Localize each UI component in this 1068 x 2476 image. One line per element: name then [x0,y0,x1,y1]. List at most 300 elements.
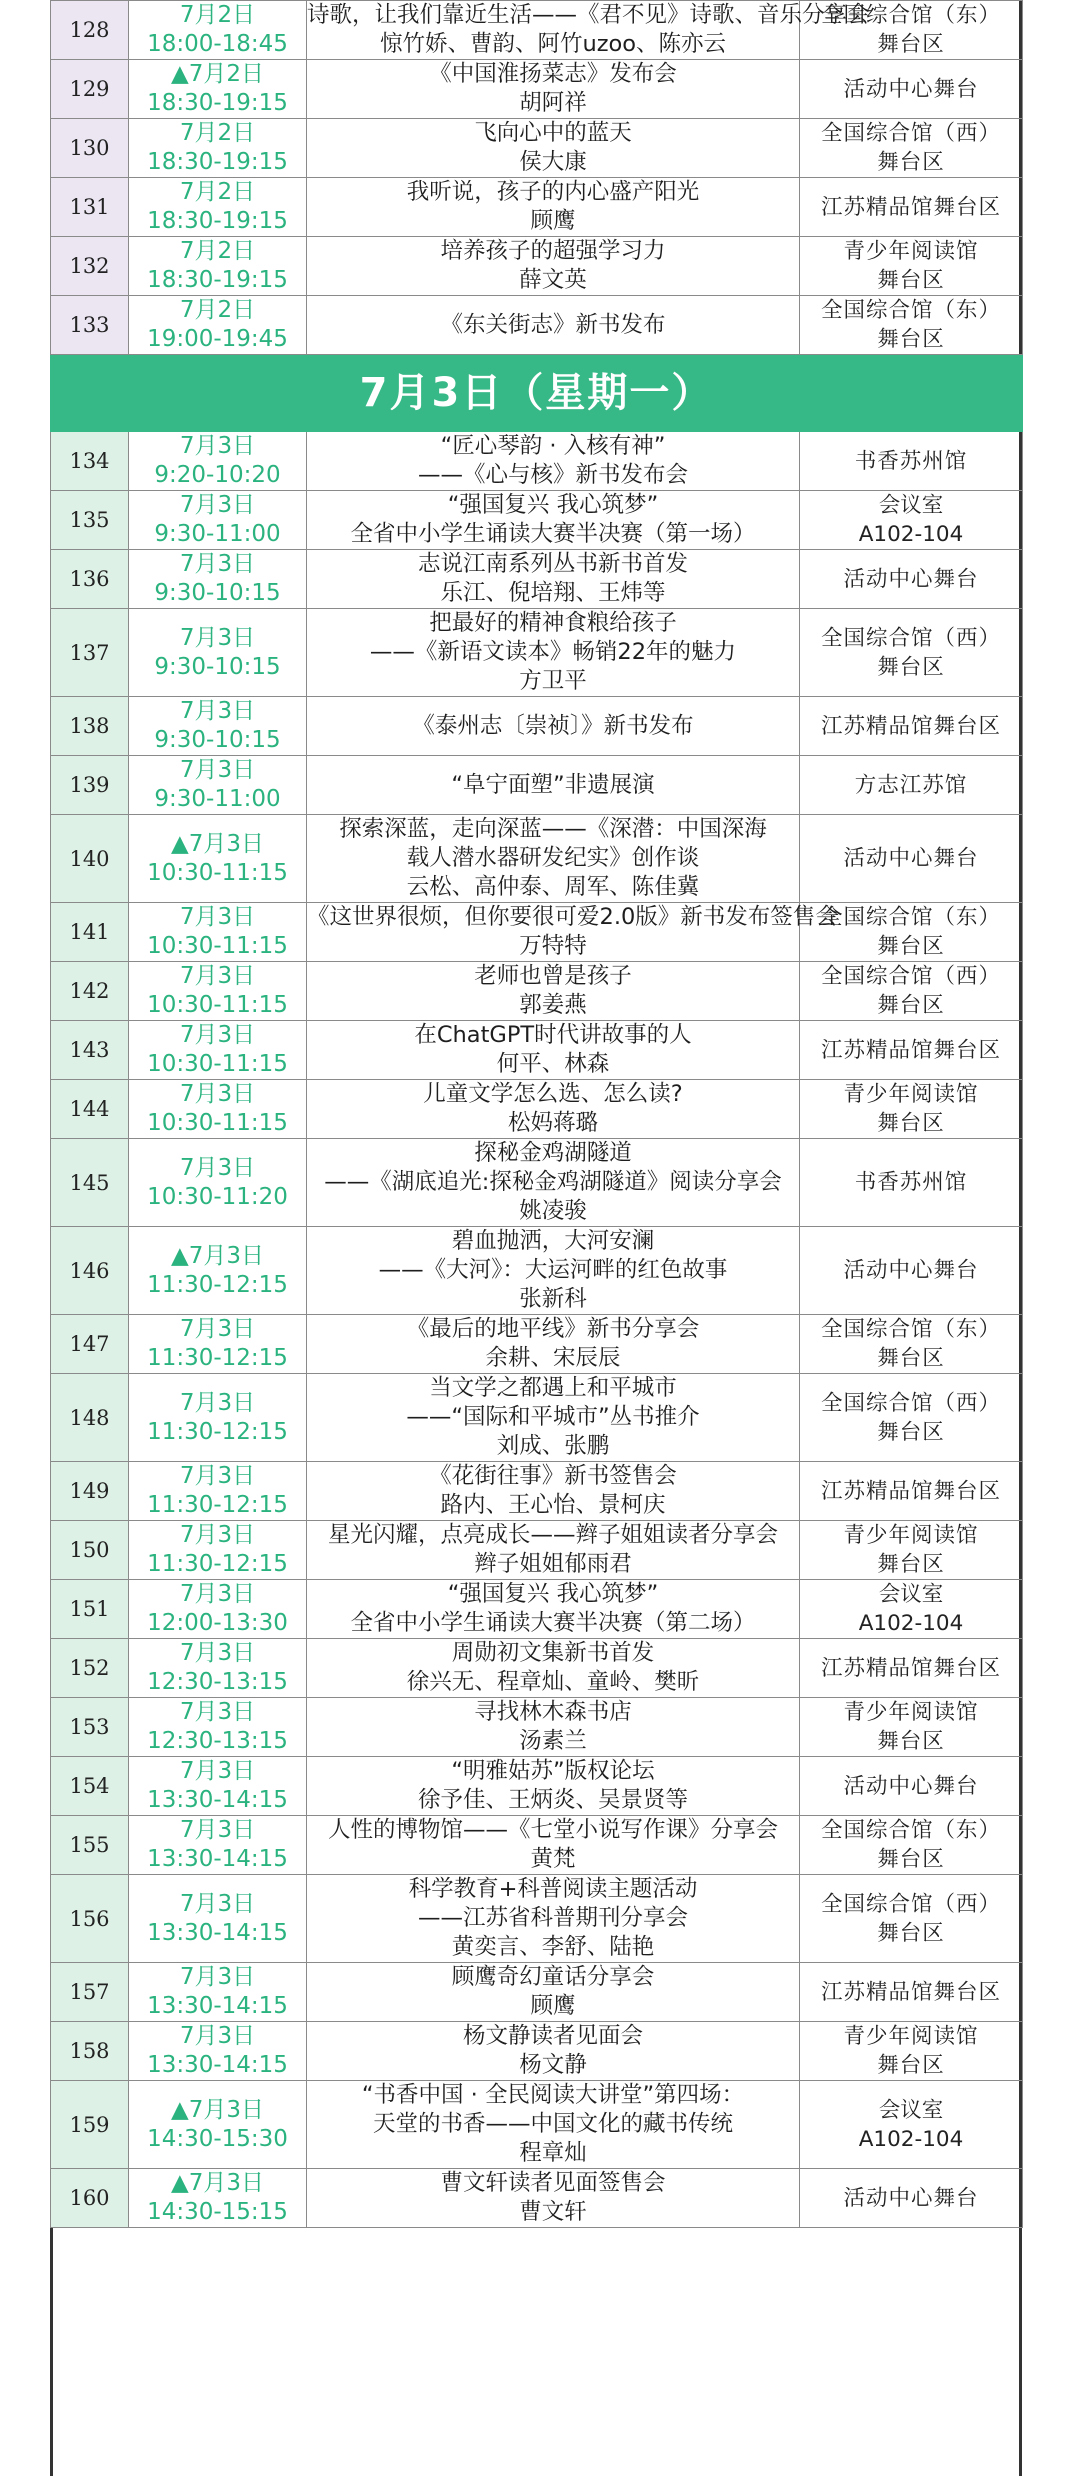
event-venue [800,1521,1023,1580]
event-venue-line: 活动中心舞台 [843,2185,979,2211]
event-title-line: “强国复兴 我心筑梦” [447,492,659,518]
event-time-line: 9:30-11:00 [154,521,281,547]
event-title-line: 在ChatGPT时代讲故事的人 [414,1022,692,1048]
event-venue-line: A102-104 [858,522,964,547]
event-title-line: 志说江南系列丛书新书首发 [417,551,688,577]
event-title-line: ——江苏省科普期刊分享会 [417,1905,688,1931]
event-number: 130 [51,119,129,178]
event-title-line: 探索深蓝，走向深蓝——《深潜：中国深海 [339,816,767,842]
event-title-line: 余耕、宋辰辰 [485,1345,621,1371]
event-time-line: 7月3日 [179,1154,256,1181]
event-number: 143 [51,1021,129,1080]
event-title-line: 《花街往事》新书签售会 [429,1463,677,1489]
event-time [129,2081,307,2169]
event-time-line: 9:30-11:00 [154,786,281,812]
event-time-line: 9:30-10:15 [154,580,281,606]
event-number: 156 [51,1875,129,1963]
event-number: 133 [51,296,129,355]
event-time-line: 11:30-12:15 [147,1345,288,1371]
event-title [307,1521,800,1580]
event-title [307,237,800,296]
event-number: 146 [51,1227,129,1315]
schedule-table [50,0,1023,2228]
day-banner [51,355,1023,432]
table-row [51,178,1023,237]
table-row [51,550,1023,609]
event-time [129,815,307,903]
event-time-line: 7月3日 [179,2023,256,2049]
event-number: 158 [51,2022,129,2081]
event-title [307,550,800,609]
event-venue-line: 书香苏州馆 [854,1170,968,1195]
event-time-line: 7月3日 [179,1522,256,1548]
event-time [129,756,307,815]
event-title [307,815,800,903]
event-title-line: 程章灿 [519,2140,587,2166]
event-venue-line: 青少年阅读馆 [843,1523,979,1548]
event-time-line: 7月3日 [179,551,256,577]
event-number: 139 [51,756,129,815]
event-venue-line: 活动中心舞台 [843,1258,979,1283]
event-number: 128 [51,1,129,60]
event-time-line: ▲7月3日 [171,830,264,857]
event-title-line: 乐江、倪培翔、王炜等 [440,580,666,606]
event-title [307,1,870,60]
table-row [51,491,1023,550]
event-time-line: 7月2日 [179,120,256,146]
event-venue [800,237,1023,296]
event-time [129,1580,307,1639]
event-venue-line: 活动中心舞台 [843,846,979,871]
table-row [51,296,1023,355]
table-row [51,1816,1023,1875]
event-title [307,1462,800,1521]
event-title-line: ——《湖底追光:探秘金鸡湖隧道》阅读分享会 [324,1169,782,1195]
event-time [129,1757,307,1816]
event-venue-line: 舞台区 [877,268,945,293]
event-title-line: ——《大河》：大运河畔的红色故事 [378,1257,728,1283]
event-title-line: 何平、林森 [496,1051,610,1077]
event-venue-line: 书香苏州馆 [854,448,968,474]
event-title-line: 《东关街志》新书发布 [440,311,666,338]
event-number: 151 [51,1580,129,1639]
event-venue-line: 青少年阅读馆 [843,2024,979,2049]
event-venue-line: 青少年阅读馆 [843,1700,979,1725]
event-title-line: 《中国淮扬菜志》发布会 [429,61,677,87]
event-title-line: 惊竹娇、曹韵、阿竹uzoo、陈亦云 [379,31,727,57]
event-time [129,491,307,550]
table-row [51,1521,1023,1580]
event-number: 141 [51,903,129,962]
event-venue [800,432,1023,491]
event-title-line: 《这世界很烦，但你要很可爱2.0版》新书发布签售会 [307,904,838,930]
event-venue [800,1021,1023,1080]
event-title-line: 老师也曾是孩子 [474,963,632,989]
table-row [51,1080,1023,1139]
event-time-line: 12:30-13:15 [147,1728,288,1754]
event-venue [800,2169,1023,2228]
event-time [129,1080,307,1139]
event-time [129,2169,307,2228]
table-row [51,1374,1023,1462]
event-time-line: 13:30-14:15 [147,1993,288,2019]
event-venue-line: 舞台区 [877,32,945,57]
table-row [51,1757,1023,1816]
event-title-line: 胡阿祥 [519,90,587,116]
table-row [51,2022,1023,2081]
event-time-line: 7月3日 [179,1964,256,1990]
event-title [307,1639,800,1698]
event-venue-line: 舞台区 [877,993,945,1018]
event-time [129,550,307,609]
event-title-line: 天堂的书香——中国文化的藏书传统 [372,2111,733,2137]
event-title-line: 方卫平 [519,668,587,694]
table-row [51,1580,1023,1639]
event-time [129,1639,307,1698]
event-title-line: 侯大康 [519,149,587,175]
event-time-line: 18:30-19:15 [147,149,288,175]
event-venue-line: 全国综合馆（西） [820,1891,1001,1917]
event-title-line: 寻找林木森书店 [474,1699,632,1725]
event-venue-line: 全国综合馆（东） [820,3,1001,28]
event-title [307,2081,800,2169]
event-number: 148 [51,1374,129,1462]
event-venue [800,1757,1023,1816]
event-time-line: 7月3日 [179,757,256,783]
event-number: 154 [51,1757,129,1816]
event-title-line: 载人潜水器研发纪实》创作谈 [406,845,700,871]
event-title-line: 汤素兰 [519,1728,587,1754]
event-time [129,1816,307,1875]
event-venue-line: 全国综合馆（西） [820,121,1001,146]
event-venue [800,1816,1023,1875]
event-time-line: 10:30-11:15 [147,1110,288,1136]
table-row [51,1315,1023,1374]
event-title-line: “强国复兴 我心筑梦” [447,1581,659,1607]
event-number: 150 [51,1521,129,1580]
event-venue-line: 青少年阅读馆 [843,239,979,264]
event-time-line: 18:30-19:15 [147,90,288,116]
event-time-line: 10:30-11:15 [147,992,288,1018]
event-venue-line: 江苏精品馆舞台区 [820,713,1001,739]
event-venue-line: 活动中心舞台 [843,76,979,102]
event-time-line: 11:30-12:15 [147,1551,288,1577]
event-time-line: 10:30-11:20 [147,1183,288,1210]
event-venue-line: 江苏精品馆舞台区 [820,1037,1001,1063]
event-venue-line: 舞台区 [877,1729,945,1754]
event-title-line: 顾鹰奇幻童话分享会 [451,1964,655,1990]
event-title-line: 曹文轩 [519,2199,587,2225]
table-row [51,1227,1023,1315]
event-time [129,1698,307,1757]
event-time-line: 7月3日 [179,904,256,930]
event-venue-line: 舞台区 [877,327,945,352]
event-venue-line: 舞台区 [877,1111,945,1136]
table-row [51,2081,1023,2169]
event-title [307,962,800,1021]
event-title-line: 诗歌，让我们靠近生活——《君不见》诗歌、音乐分享会 [307,2,870,28]
event-time [129,119,307,178]
event-venue [800,178,1023,237]
event-title [307,756,800,815]
event-venue-line: 会议室 [878,493,944,518]
event-time-line: 7月3日 [179,963,256,989]
table-row [51,1021,1023,1080]
event-number: 149 [51,1462,129,1521]
table-row [51,962,1023,1021]
event-number: 147 [51,1315,129,1374]
event-time-line: 18:30-19:15 [147,208,288,234]
event-number: 155 [51,1816,129,1875]
event-venue-line: 江苏精品馆舞台区 [820,1478,1001,1504]
event-number: 159 [51,2081,129,2169]
event-time-line: 7月3日 [179,624,256,651]
event-title-line: 万特特 [519,933,587,959]
event-title [307,1315,800,1374]
event-venue-line: 舞台区 [877,1847,945,1872]
event-title [307,1080,800,1139]
event-venue [800,550,1023,609]
event-time-line: 7月3日 [179,1463,256,1489]
event-title [307,1875,800,1963]
event-title [307,60,800,119]
schedule-body [51,1,1023,2228]
event-number: 140 [51,815,129,903]
table-row [51,1462,1023,1521]
event-time-line: 7月3日 [179,492,256,518]
event-venue [800,1580,1023,1639]
table-row [51,60,1023,119]
event-time-line: 11:30-12:15 [147,1271,288,1298]
event-title-line: 路内、王心怡、景柯庆 [440,1492,666,1518]
event-title-line: 科学教育+科普阅读主题活动 [408,1876,698,1902]
event-venue-line: 会议室 [878,1582,944,1607]
event-venue-line: 青少年阅读馆 [843,1082,979,1107]
event-venue [800,296,1023,355]
event-number: 160 [51,2169,129,2228]
event-time [129,178,307,237]
event-title-line: 黄奕言、李舒、陆艳 [451,1934,655,1960]
event-time-line: 7月2日 [179,297,256,323]
event-title-line: ——“国际和平城市”丛书推介 [406,1404,700,1430]
event-time [129,1374,307,1462]
event-venue [800,1080,1023,1139]
event-time [129,962,307,1021]
event-venue-line: 活动中心舞台 [843,1773,979,1799]
event-venue-line: A102-104 [858,1611,964,1636]
event-number: 132 [51,237,129,296]
event-venue-line: 会议室 [878,2097,944,2123]
event-title [307,491,800,550]
event-time-line: 7月3日 [179,433,256,459]
event-time-line: 7月3日 [179,1817,256,1843]
event-title-line: 徐予佳、王炳炎、吴景贤等 [417,1787,688,1813]
event-number: 144 [51,1080,129,1139]
table-row [51,756,1023,815]
event-title-line: 薛文英 [519,267,587,293]
event-time-line: 18:30-19:15 [147,267,288,293]
event-title-line: 曹文轩读者见面签售会 [440,2170,666,2196]
event-time-line: 10:30-11:15 [147,859,288,886]
event-time [129,1227,307,1315]
event-time-line: 13:30-14:15 [147,2052,288,2078]
event-title-line: 张新科 [519,1286,587,1312]
event-venue-line: 全国综合馆（西） [820,625,1001,651]
event-number: 135 [51,491,129,550]
event-venue [800,815,1023,903]
event-time-line: 7月3日 [179,698,256,724]
event-venue [800,756,1023,815]
event-venue [800,2081,1023,2169]
event-title-line: 《泰州志〔崇祯〕》新书发布 [412,712,694,739]
day-banner-row [51,355,1023,432]
event-title-line: 徐兴无、程章灿、童岭、樊昕 [406,1669,700,1695]
event-title-line: 杨文静读者见面会 [462,2023,643,2049]
event-title-line: 杨文静 [519,2052,587,2078]
event-time [129,1315,307,1374]
event-time [129,60,307,119]
event-venue-line: 舞台区 [877,2053,945,2078]
event-venue-line: 舞台区 [877,654,945,680]
event-title-line: 刘成、张鹏 [496,1433,610,1459]
event-title [307,697,800,756]
event-time-line: 7月3日 [179,1316,256,1342]
event-venue-line: 全国综合馆（东） [820,905,1001,930]
event-time-line: 13:30-14:15 [147,1787,288,1813]
event-venue-line: 江苏精品馆舞台区 [820,1979,1001,2005]
event-title-line: 《最后的地平线》新书分享会 [406,1316,700,1342]
event-venue-line: 舞台区 [877,1346,945,1371]
event-title [307,432,800,491]
event-time-line: ▲7月3日 [171,2170,264,2196]
event-venue [800,962,1023,1021]
event-venue [800,2022,1023,2081]
event-title-line: ——《新语文读本》畅销22年的魅力 [369,639,737,665]
event-title-line: 辫子姐姐郁雨君 [474,1551,632,1577]
event-number: 131 [51,178,129,237]
event-title [307,609,800,697]
event-time-line: 7月2日 [179,179,256,205]
event-venue [800,1315,1023,1374]
event-number: 152 [51,1639,129,1698]
event-title [307,1757,800,1816]
event-time-line: 9:30-10:15 [154,727,281,753]
event-title-line: 飞向心中的蓝天 [474,120,632,146]
event-title-line: 黄梵 [530,1846,576,1872]
event-venue [800,119,1023,178]
table-row [51,609,1023,697]
event-number: 129 [51,60,129,119]
table-row [51,119,1023,178]
event-time-line: 11:30-12:15 [147,1492,288,1518]
event-title-line: 我听说，孩子的内心盛产阳光 [406,179,700,205]
event-title-line: 郭姜燕 [519,992,587,1018]
event-title-line: 星光闪耀，点亮成长——辫子姐姐读者分享会 [327,1522,778,1548]
event-venue [800,1374,1023,1462]
table-row [51,2169,1023,2228]
event-title-line: “匠心琴韵 · 入核有神” [440,433,666,459]
event-number: 153 [51,1698,129,1757]
event-time-line: 9:30-10:15 [154,653,281,680]
event-time [129,697,307,756]
event-title-line: 把最好的精神食粮给孩子 [429,610,677,636]
event-venue [800,609,1023,697]
event-number: 157 [51,1963,129,2022]
event-time [129,237,307,296]
event-title [307,1139,800,1227]
event-title [307,1374,800,1462]
event-title-line: 全省中小学生诵读大赛半决赛（第一场） [350,521,756,547]
event-number: 134 [51,432,129,491]
event-venue-line: 全国综合馆（西） [820,1390,1001,1416]
table-row [51,1963,1023,2022]
event-venue-line: 全国综合馆（东） [820,1818,1001,1843]
event-venue [800,1963,1023,2022]
event-time-line: 7月2日 [179,2,256,28]
event-time-line: 7月3日 [179,1640,256,1666]
event-title [307,1021,800,1080]
event-venue-line: 江苏精品馆舞台区 [820,194,1001,220]
event-time-line: ▲7月2日 [171,61,264,87]
event-title [307,1816,800,1875]
table-row [51,1,1023,60]
event-title-line: 顾鹰 [530,208,576,234]
event-venue [800,491,1023,550]
event-time [129,903,307,962]
event-title [307,1963,800,2022]
event-time-line: 7月3日 [179,1699,256,1725]
event-venue-line: 舞台区 [877,1920,945,1946]
table-row [51,237,1023,296]
event-title [307,119,800,178]
event-time [129,1521,307,1580]
event-title-line: “书香中国 · 全民阅读大讲堂”第四场： [361,2082,745,2108]
event-venue-line: 全国综合馆（西） [820,964,1001,989]
event-title [307,2022,800,2081]
event-title-line: 姚凌骏 [519,1198,587,1224]
event-title-line: 探秘金鸡湖隧道 [474,1140,632,1166]
event-time-line: 12:30-13:15 [147,1669,288,1695]
table-row [51,1875,1023,1963]
event-time [129,1963,307,2022]
event-time-line: 12:00-13:30 [147,1610,288,1636]
event-title-line: 周勋初文集新书首发 [451,1640,655,1666]
event-number: 136 [51,550,129,609]
day-banner-text: 7月3日（星期一） [359,370,714,416]
event-title-line: 儿童文学怎么选、怎么读? [423,1081,683,1107]
event-title [307,178,800,237]
table-row [51,1139,1023,1227]
event-number: 145 [51,1139,129,1227]
event-venue [800,60,1023,119]
event-number: 137 [51,609,129,697]
event-title-line: 松妈蒋璐 [507,1110,598,1136]
event-time [129,296,307,355]
event-venue [800,1139,1023,1227]
event-time-line: 7月3日 [179,1890,256,1917]
event-title [307,1698,800,1757]
event-time-line: 7月3日 [179,1581,256,1607]
event-venue [800,1639,1023,1698]
event-title [307,1580,800,1639]
event-title [307,903,838,962]
event-time-line: 14:30-15:15 [147,2199,288,2225]
event-title-line: “明雅姑苏”版权论坛 [451,1758,655,1784]
event-time [129,1462,307,1521]
event-time-line: 7月2日 [179,238,256,264]
event-title [307,296,800,355]
table-row [51,1639,1023,1698]
